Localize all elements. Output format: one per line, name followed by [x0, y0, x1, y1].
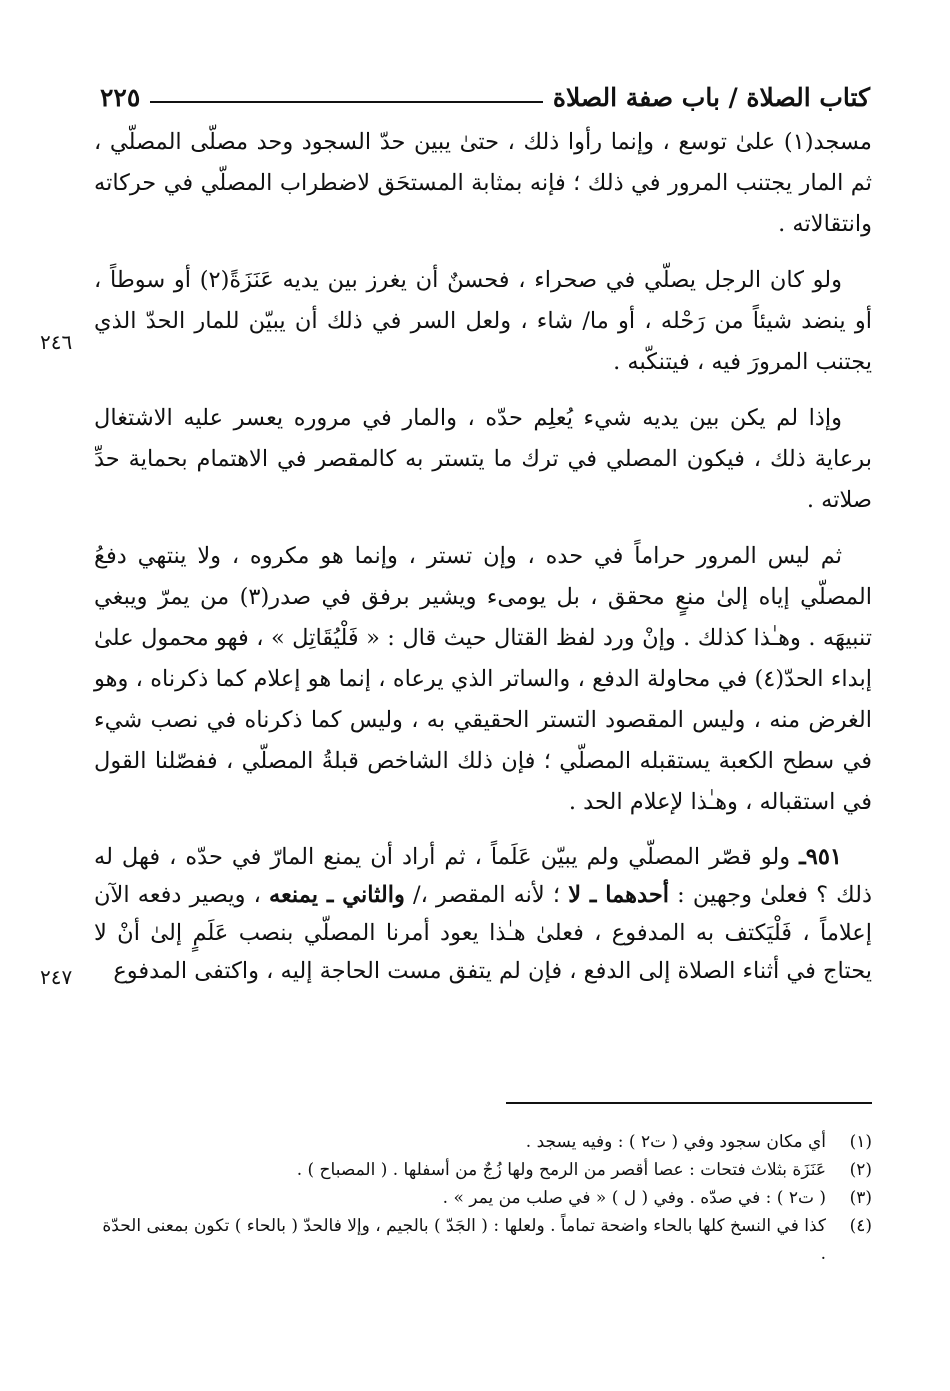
footnote-number: (٢) — [849, 1160, 872, 1180]
footnote-text: عَنَزَة بثلاث فتحات : عصا أقصر من الرمح ولها زُجٌ من أسفلها . ( المصباح ) . — [296, 1160, 826, 1180]
paragraph: مسجد(١) علىٰ توسع ، وإنما رأوا ذلك ، حتىٰ يبين حدّ السجود وحد مصلّى المصلّي ، ثم المار يجتنب المرور في ذلك ؛ فإنه بمثابة المستحَق لاضطراب المصلّي في حركاته وانتقالاته . — [94, 129, 872, 237]
paragraph: ثم ليس المرور حراماً في حده ، وإن تستر ، وإنما هو مكروه ، ولا ينتهي دفعُ المصلّي إياه إلىٰ منعٍ محقق ، بل يومىء ويشير برفق في صدر(٣) من يمرّ ويبغي تنبيهَه . وهـٰذا كذلك . وإنْ ورد لفظ القتال حيث قال : « فَلْيُقَاتِل » ، فهو محمول علىٰ إبداء الحدّ(٤) في محاولة الدفع ، والساتر الذي يرعاه ، إنما هو إعلام كما ذكرناه ، وهو الغرض منه ، وليس المقصود التستر الحقيقي به ، وليس كما ذكرناه في نصب شيء في سطح الكعبة يستقبله المصلّي ؛ فإن ذلك الشاخص قبلةُ المصلّي ، ففصّلنا القول في استقباله ، وهـٰذا لإعلام الحد . — [94, 543, 872, 815]
footnote-number: (٤) — [849, 1216, 872, 1236]
margin-page-marker: ٢٤٦ — [40, 330, 73, 354]
footnote — [100, 1184, 872, 1212]
second-view: والثاني ـ يمنعه — [269, 882, 405, 908]
header-rule — [150, 101, 543, 103]
footnote-number: (١) — [849, 1132, 872, 1152]
footnote — [100, 1156, 872, 1184]
footnote — [100, 1212, 872, 1268]
main-text — [94, 122, 872, 990]
issue-text: ولو قصّر المصلّي ولم يبيّن عَلَماً ، ثم أراد أن يمنع المارّ في حدّه ، فهل له ذلك ؟ فعلىٰ وجهين : — [94, 844, 873, 908]
issue-text: ؛ لأنه المقصر ،/ — [404, 882, 569, 908]
paragraph: ولو كان الرجل يصلّي في صحراء ، فحسنٌ أن يغرز بين يديه عَنَزَةً(٢) أو سوطاً ، أو ينضد شيئاً من رَحْله ، أو ما/ شاء ، ولعل السر في ذلك أن يبيّن للمار الحدّ الذي يجتنب المرورَ فيه ، فيتنكّبه . — [94, 267, 872, 375]
footnote-separator — [506, 1102, 872, 1104]
page-number: ٢٢٥ — [100, 83, 141, 112]
page-header — [100, 68, 870, 112]
footnote-text: ( ت٢ ) : في صدّه . وفي ( ل ) « في صلب من يمر » . — [442, 1188, 826, 1208]
footnote-number: (٣) — [849, 1188, 872, 1208]
issue-number: ٩٥١ـ — [799, 844, 842, 870]
footnote-text: أي مكان سجود وفي ( ت٢ ) : وفيه يسجد . — [525, 1132, 826, 1152]
footnotes — [100, 1128, 872, 1268]
margin-page-marker: ٢٤٧ — [40, 965, 73, 989]
issue-paragraph — [94, 838, 872, 990]
running-title: كتاب الصلاة / باب صفة الصلاة — [552, 83, 870, 112]
paragraph: وإذا لم يكن بين يديه شيء يُعلِم حدّه ، والمار في مروره يعسر عليه الاشتغال برعاية ذلك ، فيكون المصلي في ترك ما يتستر به كالمقصر في الاهتمام بحماية حدِّ صلاته . — [94, 405, 872, 513]
issue-text: ، ويصير دفعه الآن إعلاماً ، فَلْيَكتف به المدفوع ، فعلىٰ هـٰذا يعود أمرنا المصلّي بنصب عَلَمٍ إلىٰ أنْ لا يحتاج في أثناء الصلاة إلى الدفع ، فإن لم يتفق مست الحاجة إليه ، واكتفى المدفوع — [94, 882, 872, 984]
first-view: أحدهما ـ لا — [568, 882, 670, 908]
footnote-text: كذا في النسخ كلها بالحاء واضحة تماماً . ولعلها : ( الجَدّ ) بالجيم ، وإلا فالحدّ ( بالحاء ) تكون بمعنى الحدّة . — [102, 1216, 826, 1264]
footnote — [100, 1128, 872, 1156]
